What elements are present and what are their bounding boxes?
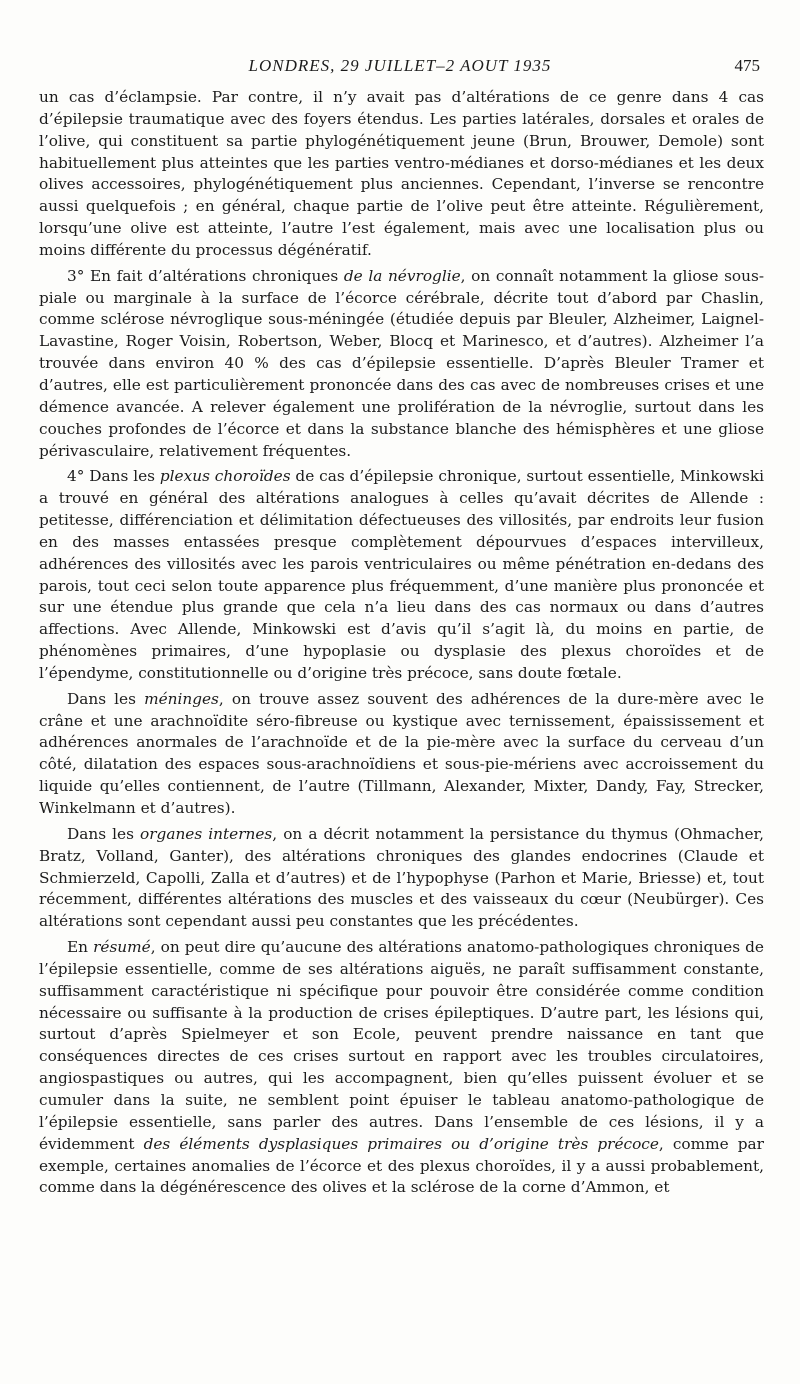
emphasis-organes: organes internes (140, 824, 273, 843)
paragraph-5: Dans les organes internes, on a décrit notamment la persistance du thymus (Ohmacher, Bratz, Volland, Ganter), des altérations chroniques des glandes endocrines (Claude et Schmierzeld, Capolli, Zalla et d’autres) et de l’hypophyse (Parhon et Marie, Briesse) et, tout récemment, différentes altérations des muscles et des vaisseaux du cœur (Neubürger). Ces altérations sont cependant aussi peu constantes que les précédentes. (39, 824, 765, 931)
paragraph-6: En résumé, on peut dire qu’aucune des altérations anatomo-pathologiques chroniques de l’épilepsie essentielle, comme de ses altérations aiguës, ne paraît suffisamment constante, suffisamment caractéristique ni spécifique pour pouvoir être considérée comme condition nécessaire ou suffisante à la production de crises épileptiques. D’autre part, les lésions qui, surtout d’après Spielmeyer et son Ecole, peuvent prendre naissance en tant que conséquences directes de ces crises surtout en rapport avec les troubles circulatoires, angiospastiques ou autres, qui les accompagnent, bien qu’elles puissent évoluer et se cumuler dans la suite, ne semblent point épuiser le tableau anatomo-pathologique de l’épilepsie essentielle, sans parler des autres. Dans l’ensemble de ces lésions, il y a évidemment des éléments dysplasiques primaires ou d’origine très précoce, comme par exemple, certaines anomalies de l’écorce et des plexus choroïdes, il y a aussi probablement, comme dans la dégénérescence des olives et la sclérose de la corne d’Ammon, et (39, 938, 764, 1197)
page-header (40, 56, 760, 84)
page-number: 475 (734, 56, 760, 75)
emphasis-meninges: méninges (144, 689, 219, 708)
paragraph-3: 4° Dans les plexus choroïdes de cas d’épilepsie chronique, surtout essentielle, Minkowski a trouvé en général des altérations analogues à celles qu’avait décrites de Allende : petitesse, différenciation et délimitation défectueuses des villosités, par endroits leur fusion en des masses entassées presque complètement dépourvues d’espaces intervilleux, adhérences des villosités avec les parois ventriculaires ou même pénétration en-dedans des parois, tout ceci selon toute apparence plus fréquemment, d’une manière plus prononcée et sur une étendue plus grande que cela n’a lieu dans des cas normaux ou dans d’autres affections. Avec Allende, Minkowski est d’avis qu’il s’agit là, du moins en partie, de phénomènes primaires, d’une hypoplasie ou dysplasie des plexus choroïdes et de l’épendyme, constitutionnelle ou d’origine très précoce, sans doute fœtale. (39, 467, 764, 682)
emphasis-nevroglie: de la névroglie (343, 266, 461, 285)
body-text (39, 87, 764, 1199)
emphasis-resume: résumé (93, 938, 151, 957)
emphasis-elements: des éléments dysplasiques primaires ou d’origine très précoce (143, 1134, 659, 1153)
paragraph-4: Dans les méninges, on trouve assez souvent des adhérences de la dure-mère avec le crâne et une arachnoïdite séro-fibreuse ou kystique avec ternissement, épaississement et adhérences anormales de l’arachnoïde et de la pie-mère avec la surface du cerveau d’un côté, dilatation des espaces sous-arachnoïdiens et sous-pie-mériens avec accroissement du liquide qu’elles contiennent, de l’autre (Tillmann, Alexander, Mixter, Dandy, Fay, Strecker, Winkelmann et d’autres). (39, 689, 764, 817)
paragraph-1: un cas d’éclampsie. Par contre, il n’y avait pas d’altérations de ce genre dans 4 cas d’épilepsie traumatique avec des foyers étendus. Les parties latérales, dorsales et orales de l’olive, qui constituent sa partie phylogénétiquement jeune (Brun, Brouwer, Demole) sont habituellement plus atteintes que les parties ventro-médianes et dorso-médianes et les deux olives accessoires, phylogénétiquement plus anciennes. Cependant, l’inverse se rencontre aussi quelquefois ; en général, chaque partie de l’olive peut être atteinte. Régulièrement, lorsqu’une olive est atteinte, l’autre l’est également, mais avec une localisation plus ou moins différente du processus dégénératif. (39, 88, 764, 259)
paragraph-2: 3° En fait d’altérations chroniques de la névroglie, on connaît notamment la gliose sous-piale ou marginale à la surface de l’écorce cérébrale, décrite tout d’abord par Chaslin, comme sclérose névroglique sous-méningée (étudiée depuis par Bleuler, Alzheimer, Laignel-Lavastine, Roger Voisin, Robertson, Weber, Blocq et Marinesco, et d’autres). Alzheimer l’a trouvée dans environ 40 % des cas d’épilepsie essentielle. D’après Bleuler Tramer et d’autres, elle est particulièrement prononcée dans des cas avec de nombreuses crises et une démence avancée. A relever également une prolifération de la névroglie, surtout dans les couches profondes de l’écorce et dans la substance blanche des hémisphères et une gliose périvasculaire, relativement fréquentes. (39, 266, 765, 460)
emphasis-plexus: plexus choroïdes (159, 467, 291, 486)
running-head: LONDRES, 29 JUILLET–2 AOUT 1935 (248, 56, 552, 75)
